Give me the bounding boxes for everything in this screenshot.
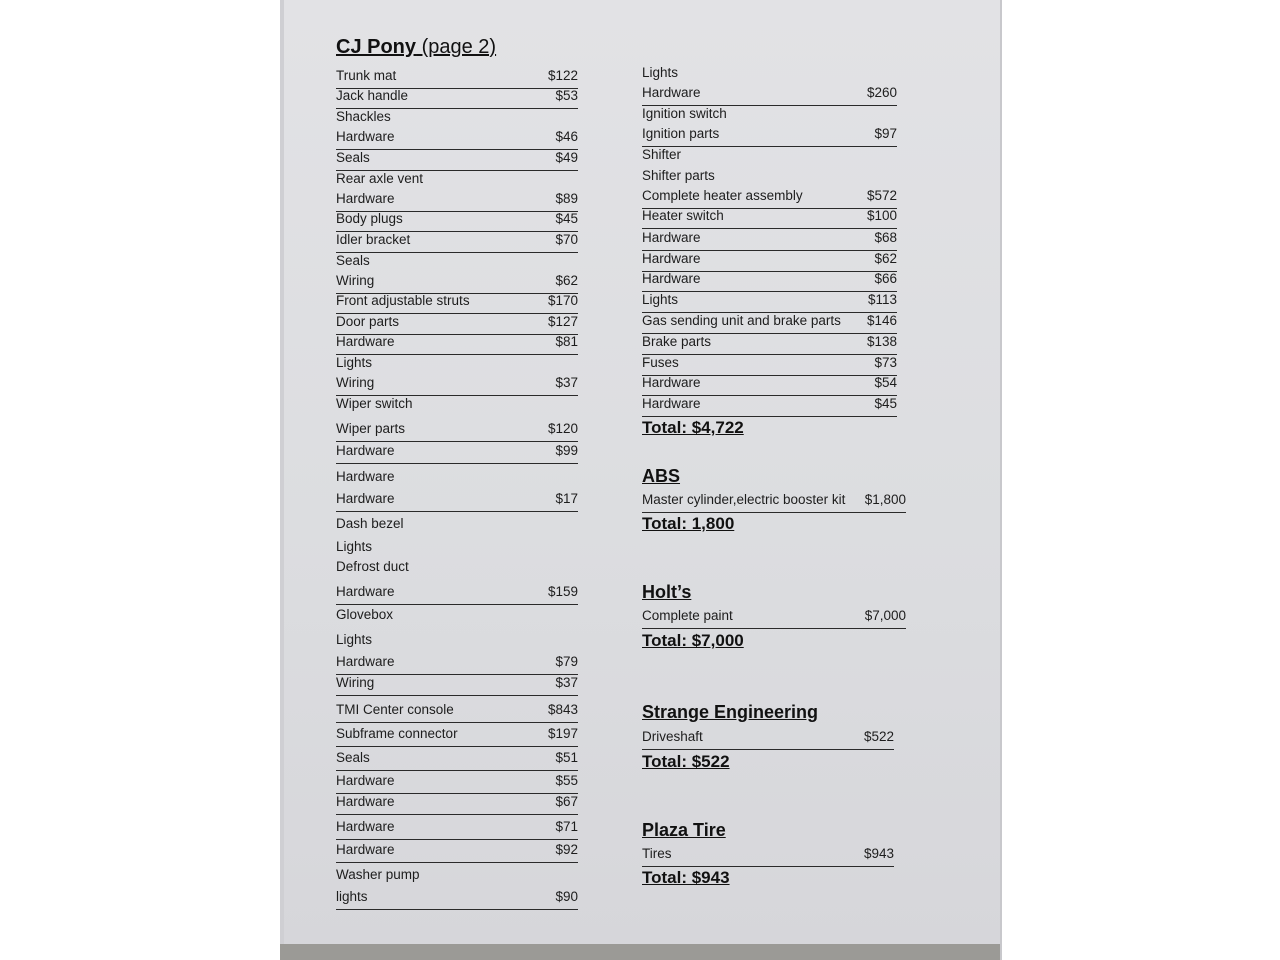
- line-item-amount: $113: [867, 292, 897, 307]
- line-item-label: Wiper switch: [336, 396, 413, 411]
- line-item-label: Hardware: [336, 584, 395, 599]
- line-item-row: [336, 211, 578, 232]
- line-item-label: Shackles: [336, 109, 391, 124]
- line-item-label: Idler bracket: [336, 232, 411, 247]
- line-item-amount: $37: [555, 675, 578, 690]
- line-item-amount: $17: [555, 491, 578, 506]
- line-item-row: [642, 355, 897, 376]
- line-item-row: [642, 168, 897, 188]
- line-item-row: [336, 842, 578, 863]
- line-item-label: Trunk mat: [336, 68, 397, 83]
- line-item-row: [642, 251, 897, 272]
- line-item-label: Seals: [336, 253, 370, 268]
- line-item-label: Hardware: [336, 654, 395, 669]
- abs-item-row: [642, 492, 906, 513]
- line-item-row: [336, 584, 578, 605]
- line-item-label: Subframe connector: [336, 726, 458, 741]
- line-item-amount: $122: [547, 68, 578, 83]
- line-item-label: Hardware: [642, 271, 701, 286]
- line-item-label: Brake parts: [642, 334, 712, 349]
- line-item-label: Shifter: [642, 147, 682, 162]
- line-item-amount: $197: [547, 726, 578, 741]
- line-item-row: [336, 129, 578, 150]
- line-item-row: [336, 396, 578, 416]
- line-item-amount: $51: [555, 750, 578, 765]
- line-item-row: [336, 88, 578, 109]
- line-item-amount: $62: [874, 251, 897, 266]
- line-item-label: Wiring: [336, 675, 375, 690]
- line-item-label: Front adjustable struts: [336, 293, 470, 308]
- line-item-label: Wiper parts: [336, 421, 406, 436]
- holts-total: Total: $7,000: [642, 631, 744, 650]
- line-item-row: [642, 65, 897, 85]
- line-item-label: Hardware: [336, 334, 395, 349]
- line-item-row: [336, 559, 578, 579]
- line-item-amount: $100: [866, 208, 897, 223]
- line-item-row: [336, 171, 578, 191]
- line-item-label: Hardware: [336, 794, 395, 809]
- cj-pony-total: Total: $4,722: [642, 418, 744, 437]
- line-item-row: [336, 191, 578, 212]
- line-item-amount: $92: [555, 842, 578, 857]
- line-item-row: [642, 147, 897, 167]
- line-item-amount: $99: [555, 443, 578, 458]
- line-item-row: [336, 253, 578, 273]
- line-item-label: Hardware: [642, 251, 701, 266]
- line-item-label: Rear axle vent: [336, 171, 424, 186]
- line-item-label: Body plugs: [336, 211, 403, 226]
- line-item-label: Lights: [642, 65, 679, 80]
- abs-item-label: Master cylinder,electric booster kit: [642, 492, 846, 507]
- line-item-amount: $73: [874, 355, 897, 370]
- line-item-label: Hardware: [642, 85, 701, 100]
- line-item-label: Hardware: [642, 375, 701, 390]
- abs-total: Total: 1,800: [642, 514, 735, 533]
- plaza-total: Total: $943: [642, 868, 730, 887]
- line-item-label: Hardware: [336, 491, 395, 506]
- line-item-row: [336, 355, 578, 375]
- line-item-row: [336, 819, 578, 840]
- line-item-row: [336, 421, 578, 442]
- line-item-amount: $159: [547, 584, 578, 599]
- line-item-label: Ignition parts: [642, 126, 720, 141]
- line-item-label: Dash bezel: [336, 516, 404, 531]
- line-item-label: Complete heater assembly: [642, 188, 803, 203]
- line-item-row: [336, 375, 578, 396]
- line-item-row: [642, 313, 897, 334]
- strange-heading: Strange Engineering: [642, 702, 819, 722]
- line-item-row: [336, 150, 578, 171]
- line-item-label: Hardware: [642, 230, 701, 245]
- line-item-row: [336, 314, 578, 335]
- line-item-label: Fuses: [642, 355, 679, 370]
- line-item-label: Wiring: [336, 273, 375, 288]
- page-title: CJ Pony (page 2): [336, 36, 497, 58]
- line-item-amount: $49: [555, 150, 578, 165]
- line-item-label: lights: [336, 889, 368, 904]
- line-item-label: Jack handle: [336, 88, 409, 103]
- line-item-amount: $37: [555, 375, 578, 390]
- line-item-amount: $68: [874, 230, 897, 245]
- line-item-label: Heater switch: [642, 208, 724, 223]
- line-item-row: [336, 539, 578, 559]
- line-item-row: [642, 85, 897, 106]
- line-item-amount: $45: [555, 211, 578, 226]
- line-item-label: Gas sending unit and brake parts: [642, 313, 841, 328]
- line-item-label: Defrost duct: [336, 559, 409, 574]
- line-item-row: [642, 396, 897, 417]
- holts-item-row: [642, 608, 906, 629]
- line-item-row: [336, 750, 578, 771]
- line-item-row: [642, 126, 897, 147]
- line-item-row: [336, 773, 578, 794]
- line-item-label: TMI Center console: [336, 702, 454, 717]
- line-item-row: [642, 230, 897, 251]
- line-item-row: [642, 292, 897, 313]
- line-item-row: [336, 109, 578, 129]
- line-item-row: [642, 334, 897, 355]
- line-item-row: [336, 726, 578, 747]
- line-item-row: [336, 491, 578, 512]
- line-item-row: [336, 469, 578, 489]
- line-item-row: [336, 443, 578, 464]
- strange-item-amount: $522: [863, 729, 894, 744]
- line-item-amount: $138: [866, 334, 897, 349]
- line-item-row: [336, 232, 578, 253]
- line-item-amount: $120: [547, 421, 578, 436]
- line-item-row: [642, 106, 897, 126]
- line-item-amount: $46: [555, 129, 578, 144]
- line-item-row: [336, 675, 578, 696]
- line-item-label: Hardware: [336, 443, 395, 458]
- line-item-label: Wiring: [336, 375, 375, 390]
- paper-edge: [280, 0, 284, 960]
- line-item-row: [336, 293, 578, 314]
- line-item-row: [336, 654, 578, 675]
- holts-heading: Holt’s: [642, 582, 692, 602]
- line-item-amount: $79: [555, 654, 578, 669]
- line-item-amount: $146: [866, 313, 897, 328]
- line-item-label: Hardware: [336, 129, 395, 144]
- line-item-amount: $66: [874, 271, 897, 286]
- line-item-row: [336, 607, 578, 627]
- line-item-amount: $53: [555, 88, 578, 103]
- line-item-row: [336, 794, 578, 815]
- line-item-label: Hardware: [336, 773, 395, 788]
- line-item-row: [642, 188, 897, 209]
- abs-item-amount: $1,800: [864, 492, 906, 507]
- strange-item-label: Driveshaft: [642, 729, 703, 744]
- line-item-row: [336, 273, 578, 294]
- line-item-label: Seals: [336, 150, 370, 165]
- table-surface: [280, 944, 1000, 960]
- line-item-label: Glovebox: [336, 607, 394, 622]
- line-item-row: [336, 702, 578, 723]
- line-item-amount: $54: [874, 375, 897, 390]
- line-item-amount: $260: [866, 85, 897, 100]
- line-item-amount: $572: [866, 188, 897, 203]
- strange-total: Total: $522: [642, 752, 730, 771]
- line-item-label: Hardware: [336, 842, 395, 857]
- line-item-row: [336, 334, 578, 355]
- line-item-label: Lights: [336, 632, 373, 647]
- line-item-amount: $55: [555, 773, 578, 788]
- line-item-row: [336, 632, 578, 652]
- line-item-amount: $170: [547, 293, 578, 308]
- line-item-amount: $89: [555, 191, 578, 206]
- line-item-amount: $62: [555, 273, 578, 288]
- line-item-amount: $97: [874, 126, 897, 141]
- line-item-label: Shifter parts: [642, 168, 715, 183]
- line-item-row: [642, 375, 897, 396]
- plaza-item-row: [642, 846, 894, 867]
- strange-item-row: [642, 729, 894, 750]
- line-item-amount: $127: [547, 314, 578, 329]
- plaza-heading: Plaza Tire: [642, 820, 726, 840]
- abs-heading: ABS: [642, 466, 681, 486]
- line-item-label: Lights: [642, 292, 679, 307]
- plaza-item-label: Tires: [642, 846, 672, 861]
- line-item-label: Hardware: [336, 469, 395, 484]
- line-item-label: Lights: [336, 539, 373, 554]
- line-item-amount: $90: [555, 889, 578, 904]
- line-item-row: [336, 516, 578, 536]
- plaza-item-amount: $943: [863, 846, 894, 861]
- line-item-amount: $70: [555, 232, 578, 247]
- line-item-label: Hardware: [336, 819, 395, 834]
- holts-item-label: Complete paint: [642, 608, 733, 623]
- line-item-label: Hardware: [642, 396, 701, 411]
- line-item-label: Door parts: [336, 314, 400, 329]
- line-item-label: Hardware: [336, 191, 395, 206]
- line-item-amount: $81: [555, 334, 578, 349]
- line-item-amount: $45: [874, 396, 897, 411]
- line-item-row: [336, 889, 578, 910]
- line-item-amount: $843: [547, 702, 578, 717]
- line-item-label: Ignition switch: [642, 106, 727, 121]
- line-item-row: [642, 271, 897, 292]
- line-item-amount: $67: [555, 794, 578, 809]
- line-item-row: [336, 68, 578, 89]
- line-item-label: Washer pump: [336, 867, 420, 882]
- line-item-label: Seals: [336, 750, 370, 765]
- line-item-amount: $71: [555, 819, 578, 834]
- line-item-row: [642, 208, 897, 229]
- holts-item-amount: $7,000: [864, 608, 906, 623]
- line-item-row: [336, 867, 578, 887]
- line-item-label: Lights: [336, 355, 373, 370]
